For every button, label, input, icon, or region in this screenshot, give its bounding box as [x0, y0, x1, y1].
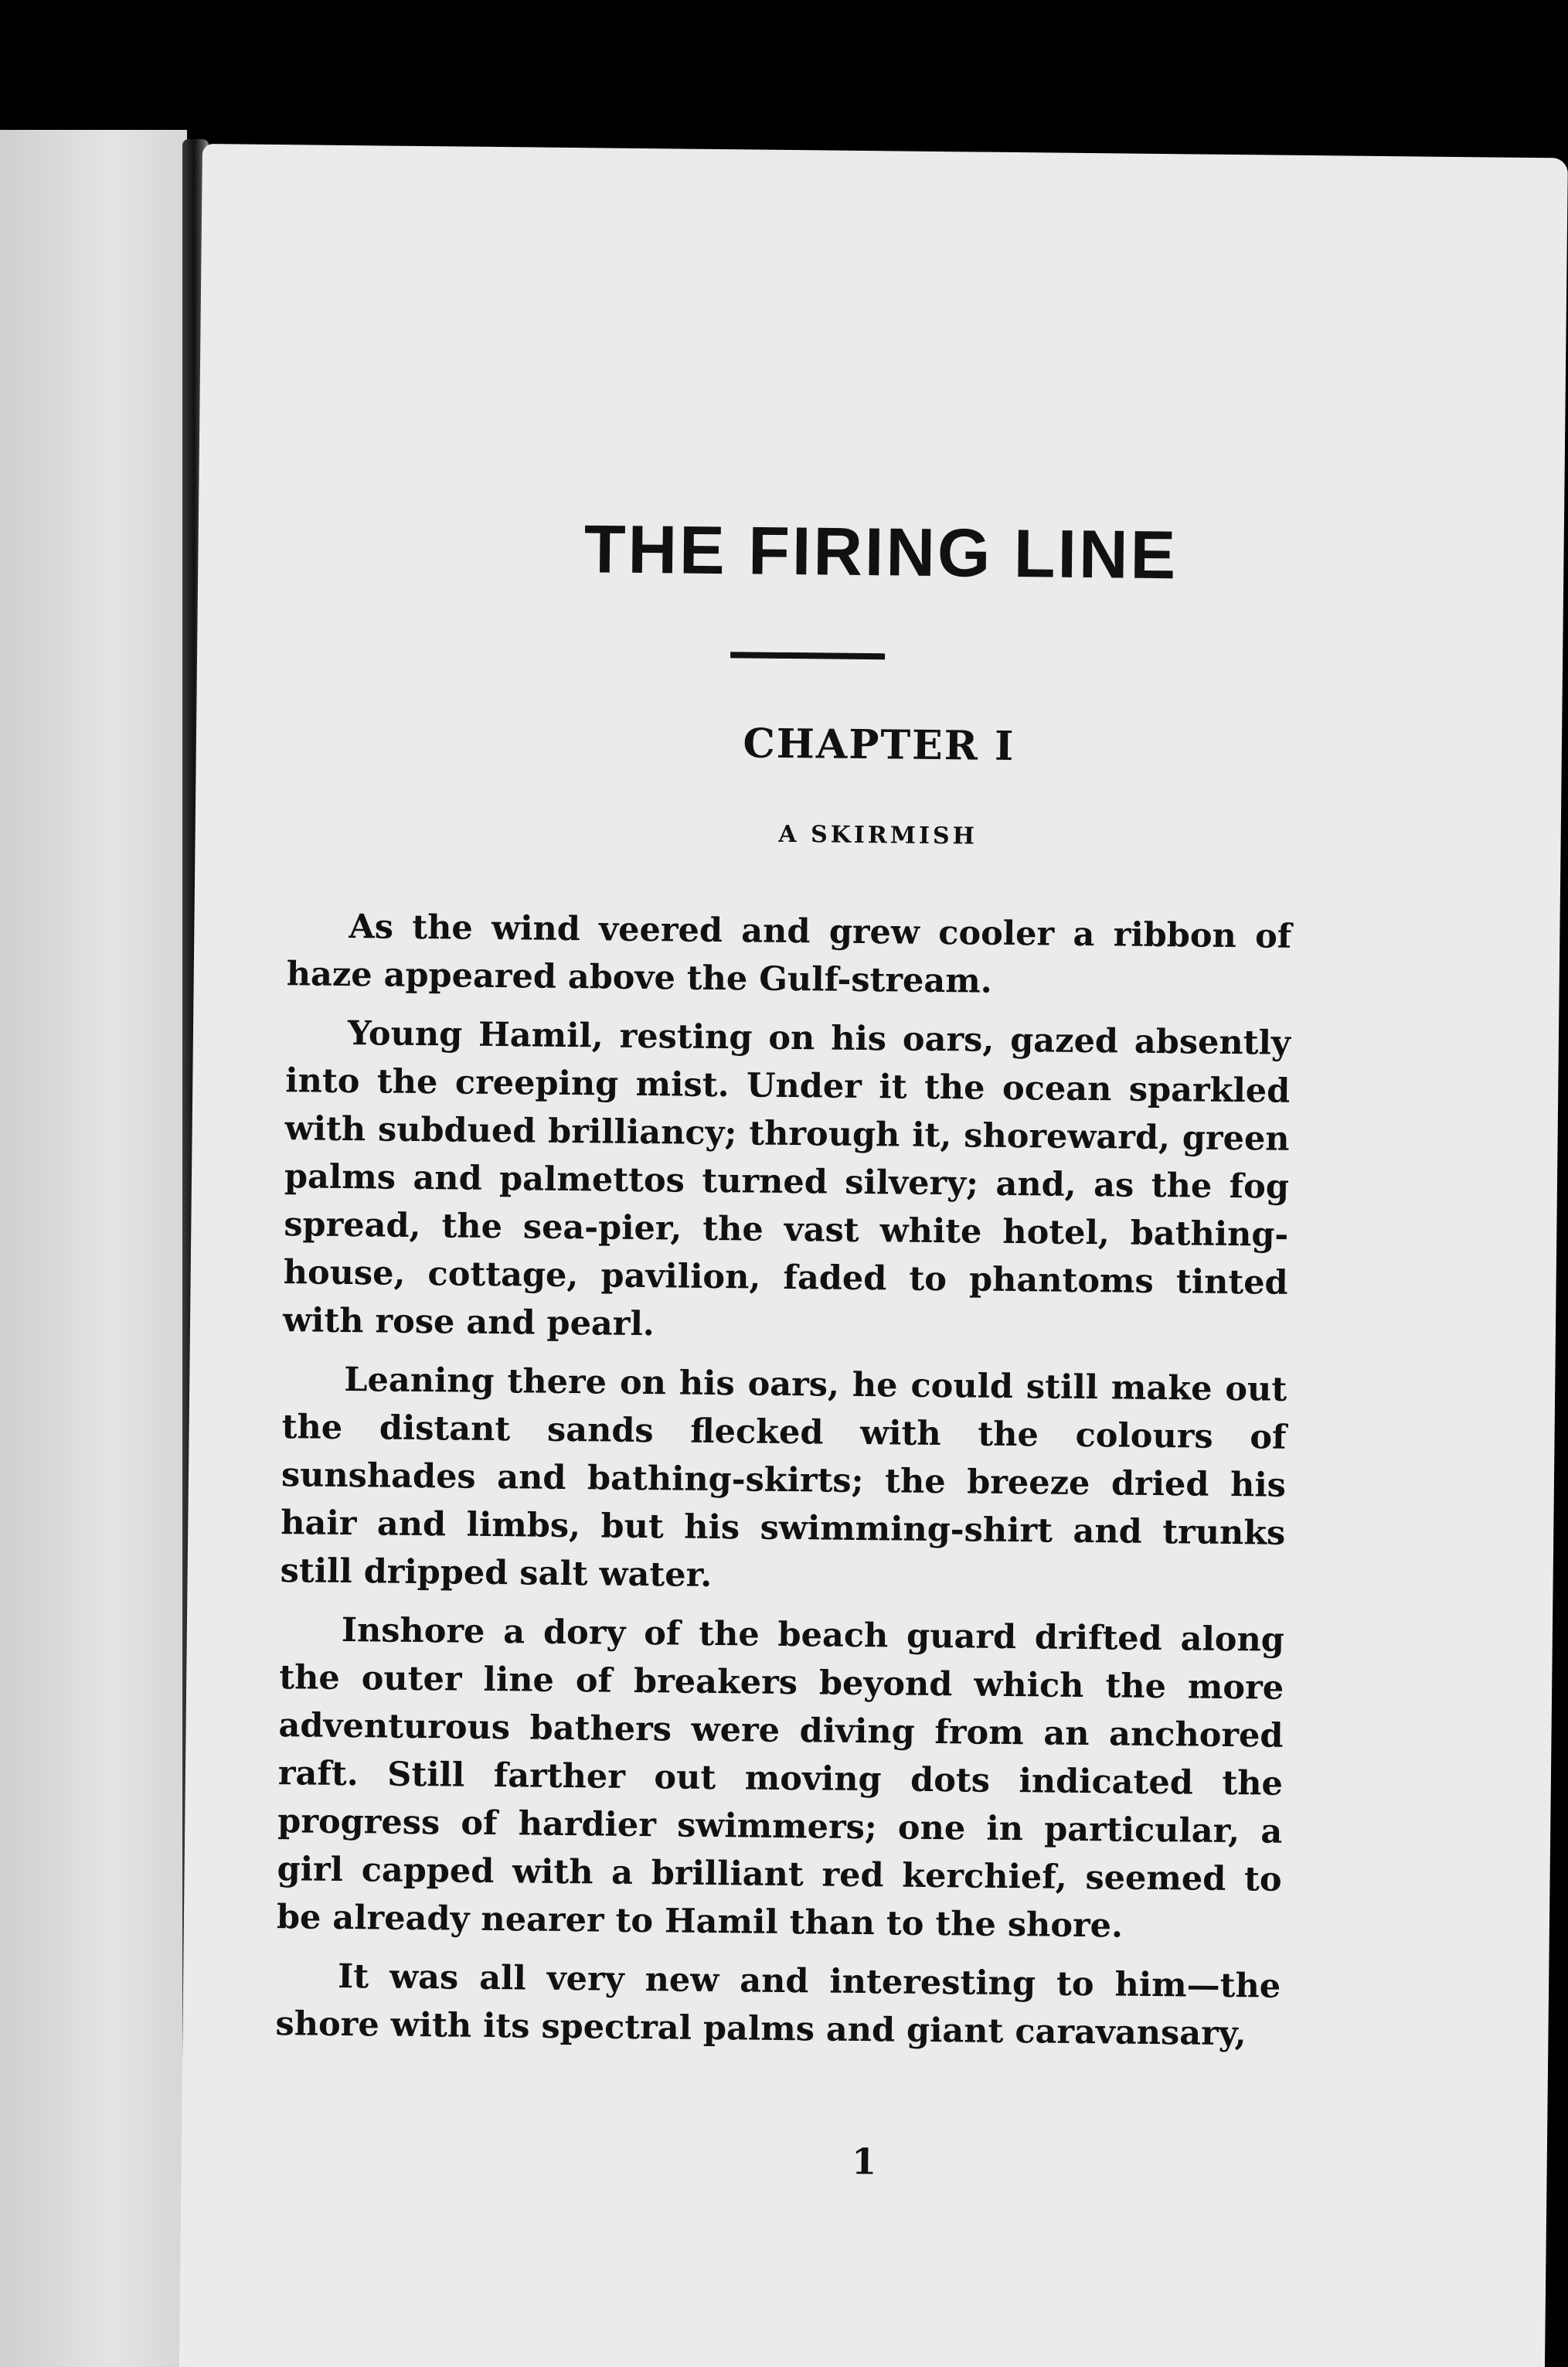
paragraph: As the wind veered and grew cooler a ribbon of haze appeared above the Gulf-stream.	[286, 908, 1292, 1001]
paragraph: Young Hamil, resting on his oars, gazed absently into the creeping mist. Under it the ocean sparkled with subdued brilliancy; through it, shoreward, green palms and palmettos turned silvery; and, as the fog spread, the sea-pier, the vast white hotel, bathing-house, cottage, pavilion, faded to phantoms tinted with rose and pearl.	[282, 1014, 1291, 1344]
paragraph: Inshore a dory of the beach guard drifted along the outer line of breakers beyond which the more adventurous bathers were diving from an anchored raft. Still farther out moving dots indicated the progress of hardier swimmers; one in particular, a girl capped with a brilliant red kerchief, seemed to be already nearer to Hamil than to the shore.	[276, 1610, 1285, 1946]
chapter-heading: CHAPTER I	[743, 720, 1015, 771]
chapter-subtitle: A SKIRMISH	[778, 820, 978, 850]
paragraph: It was all very new and interesting to him—the shore with its spectral palms and giant caravansary,	[275, 1957, 1281, 2054]
body-text	[275, 902, 1292, 2069]
book-title: THE FIRING LINE	[583, 510, 1179, 594]
left-page-edge	[0, 130, 187, 2367]
page-number: 1	[851, 2140, 877, 2183]
paragraph: Leaning there on his oars, he could still make out the distant sands flecked with the colours of sunshades and bathing-skirts; the breeze dried his hair and limbs, but his swimming-shirt and trunks still dripped salt water.	[280, 1361, 1287, 1596]
title-rule	[730, 652, 885, 659]
right-page	[179, 144, 1568, 2367]
page-content	[179, 144, 1568, 2367]
